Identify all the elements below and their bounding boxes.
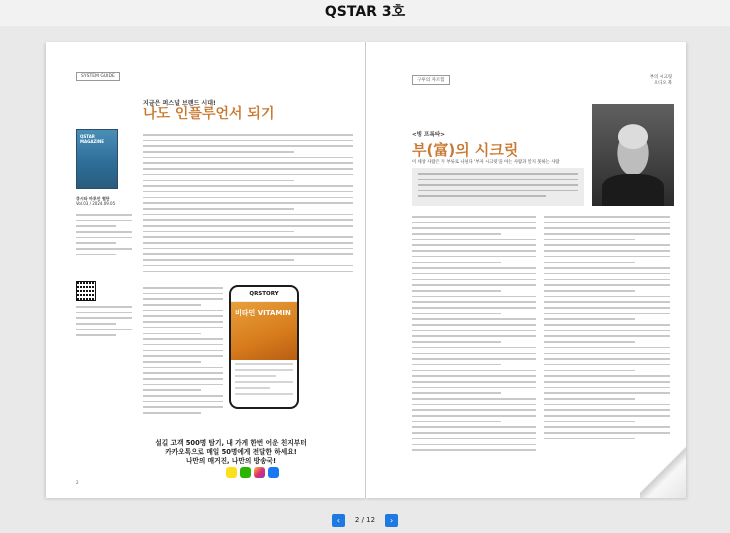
sidebar-text (76, 214, 132, 264)
meta-icon (268, 467, 279, 478)
article-title: 나도 인플루언서 되기 (143, 106, 275, 122)
line-icon (240, 467, 251, 478)
article-subtitle: 지금은 퍼스널 브랜드 시대! (143, 100, 216, 107)
phone-app-name: QRSTORY (231, 287, 297, 302)
section-tag: SYSTEM GUIDE (76, 72, 120, 81)
next-page-button[interactable]: › (385, 514, 398, 527)
article-description: 이 세상 사람은 두 부류로 나뉜다 '부자 시크릿'을 아는 사람과 알지 못하는 사람 (412, 160, 560, 165)
ad-copy: 설길 고객 500명 탐기, 내 가게 한번 어운 친지부터 카카오톡으로 매일 50명에게 전달한 하세요! 나만의 매거진, 나만의 방송국! (155, 439, 307, 465)
qr-code-image (76, 281, 96, 301)
qr-caption-text (76, 306, 132, 346)
article-body-column-2 (544, 216, 670, 478)
article-heading (143, 98, 353, 122)
intro-box (412, 168, 584, 206)
magazine-cover-image: QSTAR MAGAZINE (76, 129, 118, 189)
section-tag: 구루의 자르힘 (412, 75, 450, 85)
magazine-spread (46, 42, 686, 498)
article-title: 부(富)의 시크릿 (412, 141, 519, 159)
cover-caption: 큐시타 마루안 협단 Vol.03 / 2024.09.05 (76, 196, 116, 207)
article-body-upper (143, 134, 353, 280)
previous-page-button[interactable]: ‹ (332, 514, 345, 527)
instagram-icon (254, 467, 265, 478)
page-number: 2 (76, 480, 79, 485)
right-page[interactable] (366, 42, 686, 498)
article-subtitle: <빙 프록타> (412, 132, 445, 138)
page-curl-corner[interactable] (640, 444, 686, 498)
viewer-header (0, 0, 730, 26)
article-body-column-1 (412, 216, 536, 478)
author-credit: 부의 시크릿 오디오 북 (649, 75, 672, 86)
kakaotalk-icon (226, 467, 237, 478)
page-indicator: 2 / 12 (354, 516, 376, 524)
left-page[interactable] (46, 42, 366, 498)
author-portrait-image (592, 104, 674, 206)
document-title: QSTAR 3호 (324, 4, 406, 20)
phone-mockup-image (229, 285, 299, 409)
phone-banner-text: 비타민 VITAMIN (235, 309, 291, 317)
article-body-lower (143, 287, 223, 427)
page-navigation (0, 510, 730, 530)
social-icons (226, 467, 279, 478)
